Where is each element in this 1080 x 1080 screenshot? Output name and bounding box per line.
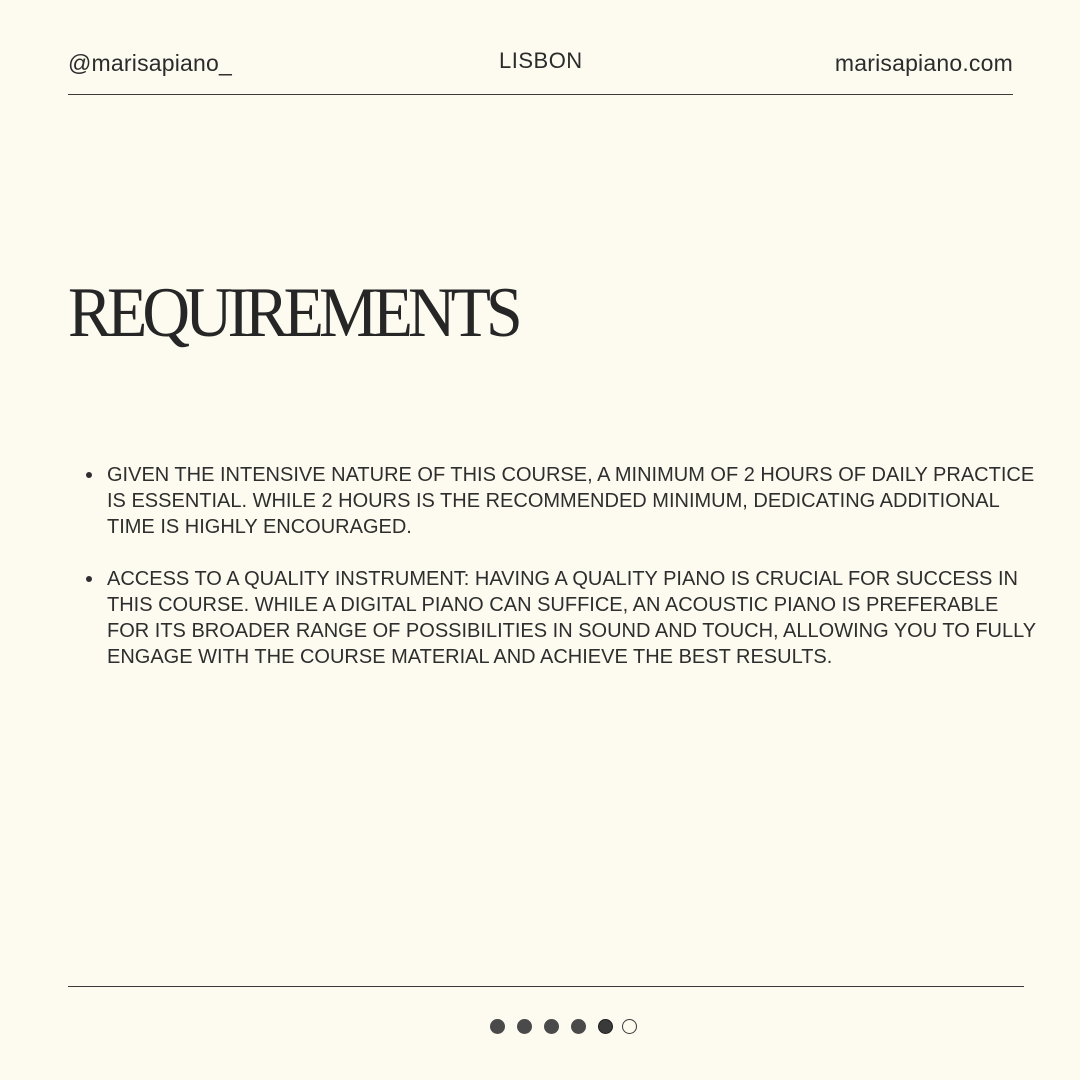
header-bar	[68, 44, 1013, 95]
pagination-dot[interactable]	[490, 1019, 505, 1034]
page-title: REQUIREMENTS	[68, 273, 518, 353]
website-link[interactable]: marisapiano.com	[834, 50, 1013, 76]
pagination-dots	[490, 1017, 637, 1035]
requirement-text: ACCESS TO A QUALITY INSTRUMENT: HAVING A QUALITY PIANO IS CRUCIAL FOR SUCCESS IN THIS COURSE. WHILE A DIGITAL PIANO CAN SUFFICE, AN ACOUSTIC PIANO IS PREFERABLE FOR ITS BROADER RANGE OF POSSIBILITIES IN SOUND AND TOUCH, ALLOWING YOU TO FULLY ENGAGE WITH THE COURSE MATERIAL AND ACHIEVE THE BEST RESULTS.	[107, 568, 1036, 668]
list-item	[84, 566, 1044, 670]
pagination-dot[interactable]	[622, 1019, 637, 1034]
requirement-text: GIVEN THE INTENSIVE NATURE OF THIS COURSE, A MINIMUM OF 2 HOURS OF DAILY PRACTICE IS ESSENTIAL. WHILE 2 HOURS IS THE RECOMMENDED MINIMUM, DEDICATING ADDITIONAL TIME IS HIGHLY ENCOURAGED.	[107, 464, 1035, 538]
footer-divider	[68, 986, 1024, 987]
bullet-icon	[86, 472, 92, 478]
pagination-dot[interactable]	[571, 1019, 586, 1034]
pagination-dot[interactable]	[544, 1019, 559, 1034]
requirements-list	[84, 462, 1044, 696]
city-label: LISBON	[499, 48, 583, 73]
social-handle[interactable]: @marisapiano_	[68, 50, 233, 76]
bullet-icon	[86, 576, 92, 582]
pagination-dot-active[interactable]	[598, 1019, 613, 1034]
pagination-dot[interactable]	[517, 1019, 532, 1034]
list-item	[84, 462, 1044, 540]
